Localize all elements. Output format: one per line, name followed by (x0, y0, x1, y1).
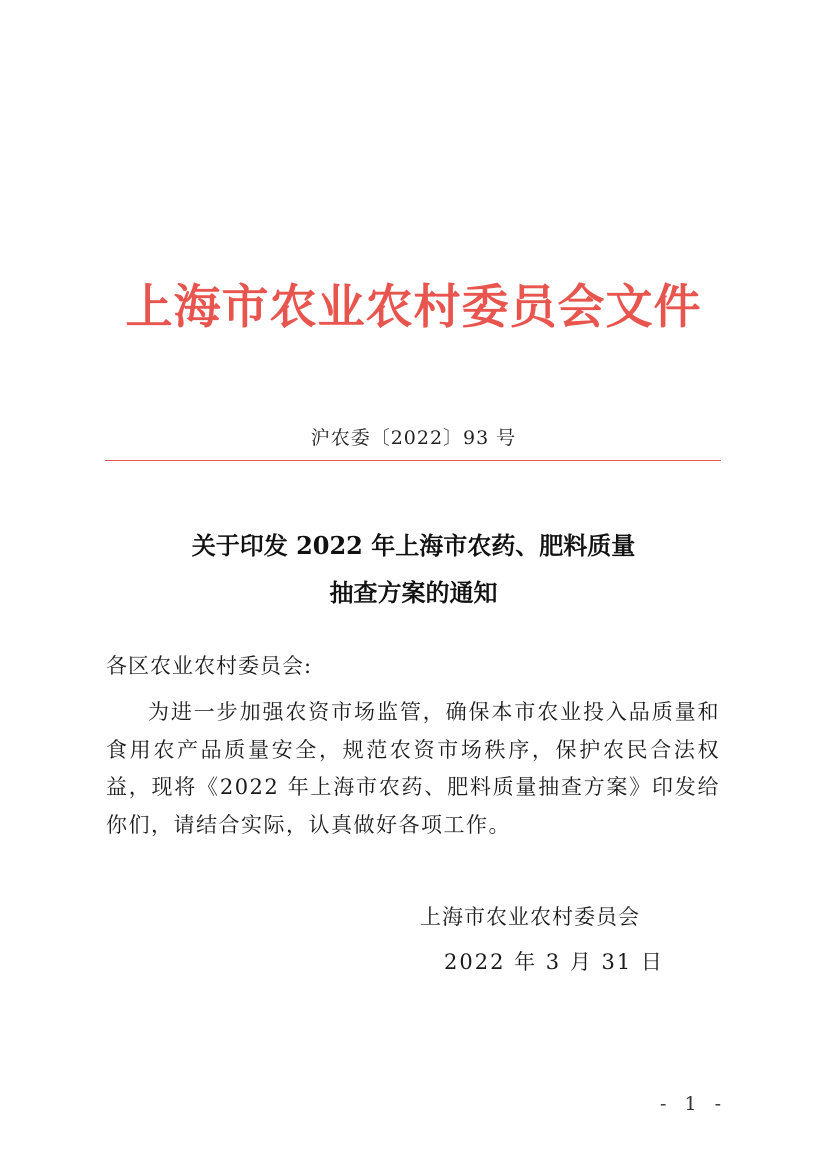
notice-title-line-2: 抽查方案的通知 (329, 578, 498, 607)
issuer-signature: 上海市农业农村委员会 (420, 905, 640, 929)
issue-date: 2022 年 3 月 31 日 (444, 950, 664, 974)
notice-title-line-1: 关于印发 2022 年上海市农药、肥料质量 (191, 531, 636, 560)
salutation: 各区农业农村委员会: (106, 654, 313, 678)
document-header-title: 上海市农业农村委员会文件 (125, 280, 702, 335)
page-number: - 1 - (660, 1093, 728, 1115)
red-divider-line (105, 460, 721, 461)
document-number: 沪农委〔2022〕93 号 (310, 427, 517, 449)
body-paragraph: 为进一步加强农资市场监管，确保本市农业投入品质量和食用农产品质量安全，规范农资市场秩序，保护农民合法权益，现将《2022 年上海市农药、肥料质量抽查方案》印发给你们，请结合实际，认真做好各项工作。 (106, 700, 720, 837)
notice-title (0, 522, 827, 616)
